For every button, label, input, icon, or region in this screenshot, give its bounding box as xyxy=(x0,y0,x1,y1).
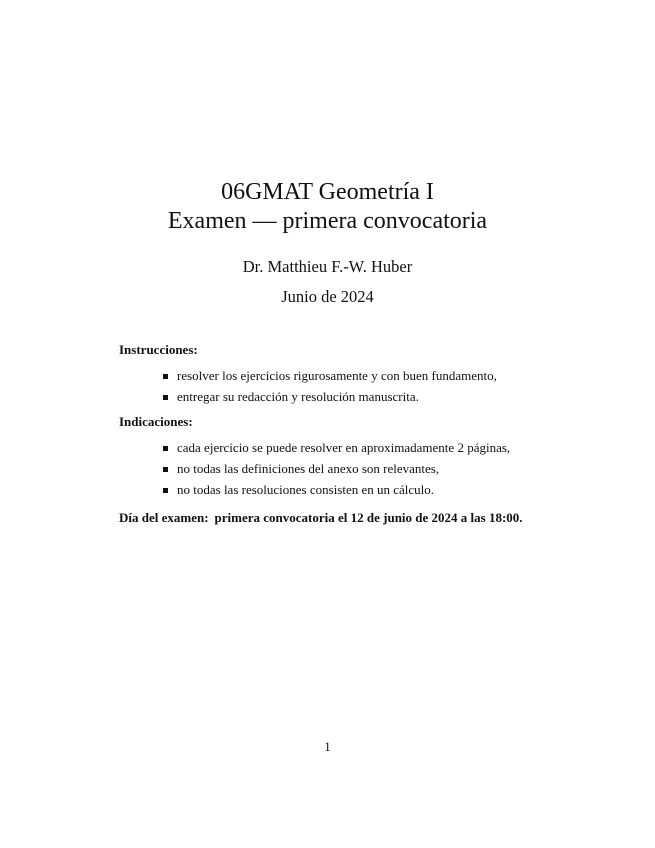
list-item-text: cada ejercicio se puede resolver en aproximadamente 2 páginas, xyxy=(177,440,511,455)
indications-list xyxy=(163,437,510,500)
exam-day-label: Día del examen: xyxy=(119,510,209,525)
indications-heading: Indicaciones: xyxy=(119,414,193,429)
list-item xyxy=(163,458,510,479)
bullet-icon xyxy=(163,395,168,400)
bullet-icon xyxy=(163,374,168,379)
bullet-icon xyxy=(163,488,168,493)
bullet-icon xyxy=(163,446,168,451)
bullet-icon xyxy=(163,467,168,472)
list-item-text: resolver los ejercicios rigurosamente y con buen fundamento, xyxy=(177,368,497,383)
list-item xyxy=(163,479,510,500)
course-title: 06GMAT Geometría I xyxy=(221,179,434,205)
list-item xyxy=(163,365,497,386)
exam-day-line xyxy=(119,510,523,526)
title-block xyxy=(0,178,655,236)
instructions-heading: Instrucciones: xyxy=(119,342,198,357)
list-item-text: no todas las definiciones del anexo son relevantes, xyxy=(177,461,440,476)
exam-date: Junio de 2024 xyxy=(281,287,374,306)
list-item xyxy=(163,437,510,458)
exam-day-value: primera convocatoria el 12 de junio de 2024 a las 18:00. xyxy=(214,510,523,525)
author: Dr. Matthieu F.-W. Huber xyxy=(242,257,413,276)
exam-title: Examen — primera convocatoria xyxy=(167,208,488,234)
list-item-text: entregar su redacción y resolución manuscrita. xyxy=(177,389,419,404)
list-item xyxy=(163,386,497,407)
list-item-text: no todas las resoluciones consisten en un cálculo. xyxy=(177,482,435,497)
instructions-list xyxy=(163,365,497,407)
page-number: 1 xyxy=(324,739,331,754)
